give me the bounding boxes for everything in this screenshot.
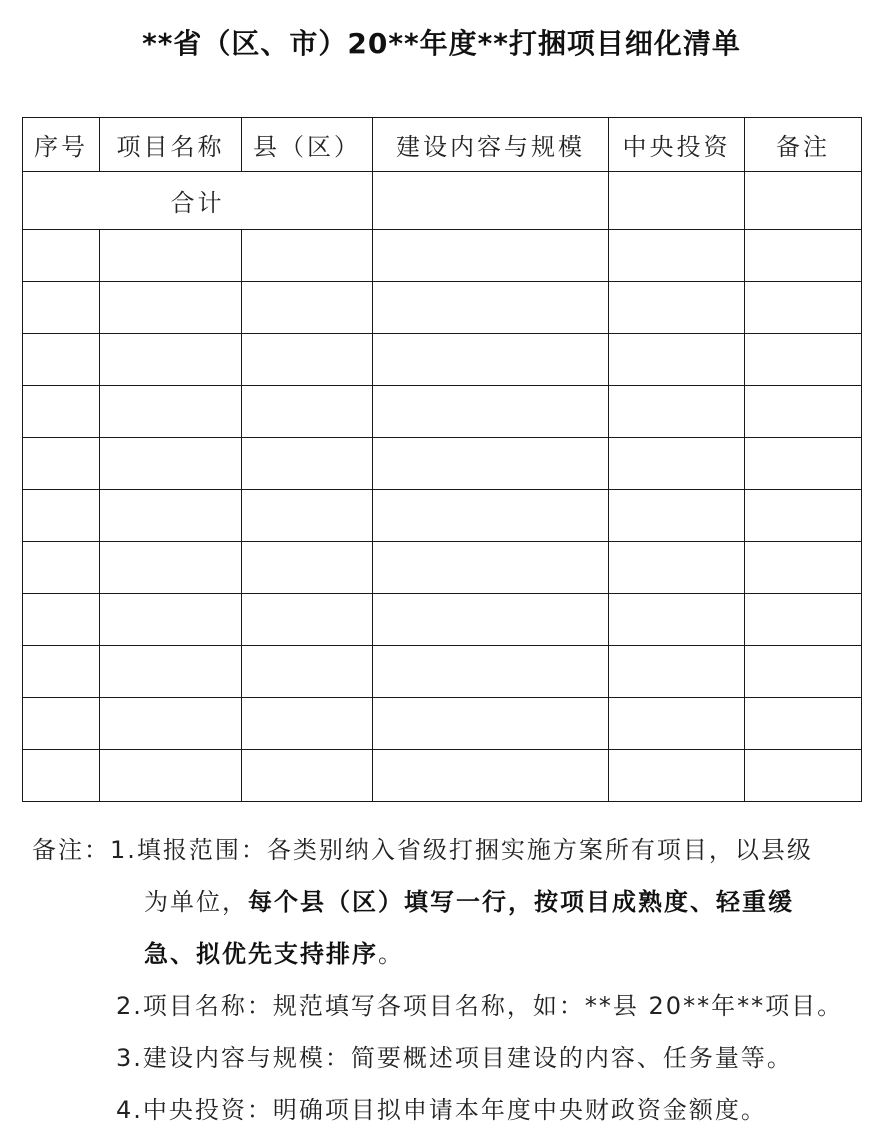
header-central-investment: 中央投资 bbox=[609, 118, 745, 172]
note-1-line-1 bbox=[32, 830, 813, 865]
note-1-line-2 bbox=[144, 882, 794, 917]
notes-prefix: 备注： bbox=[32, 836, 110, 864]
note-2: 2.项目名称：规范填写各项目名称，如：**县 20**年**项目。 bbox=[116, 992, 844, 1020]
note-1-line-2-plain: 为单位， bbox=[144, 888, 248, 916]
header-project-name: 项目名称 bbox=[100, 118, 242, 172]
page-title: **省（区、市）20**年度**打捆项目细化清单 bbox=[142, 27, 741, 60]
total-label: 合计 bbox=[23, 172, 373, 230]
note-3: 3.建设内容与规模：简要概述项目建设的内容、任务量等。 bbox=[116, 1044, 793, 1072]
note-1-line-3-end: 。 bbox=[378, 940, 404, 968]
header-serial-number: 序号 bbox=[23, 118, 100, 172]
header-remarks: 备注 bbox=[745, 118, 862, 172]
note-1-line-3-bold: 急、拟优先支持排序 bbox=[144, 940, 378, 968]
note-1-text: 1.填报范围：各类别纳入省级打捆实施方案所有项目，以县级 bbox=[110, 836, 813, 864]
header-content-scale: 建设内容与规模 bbox=[373, 118, 609, 172]
note-1-line-2-bold: 每个县（区）填写一行，按项目成熟度、轻重缓 bbox=[248, 888, 794, 916]
note-4: 4.中央投资：明确项目拟申请本年度中央财政资金额度。 bbox=[116, 1096, 767, 1124]
note-1-line-3 bbox=[144, 934, 404, 969]
header-county: 县（区） bbox=[242, 118, 373, 172]
